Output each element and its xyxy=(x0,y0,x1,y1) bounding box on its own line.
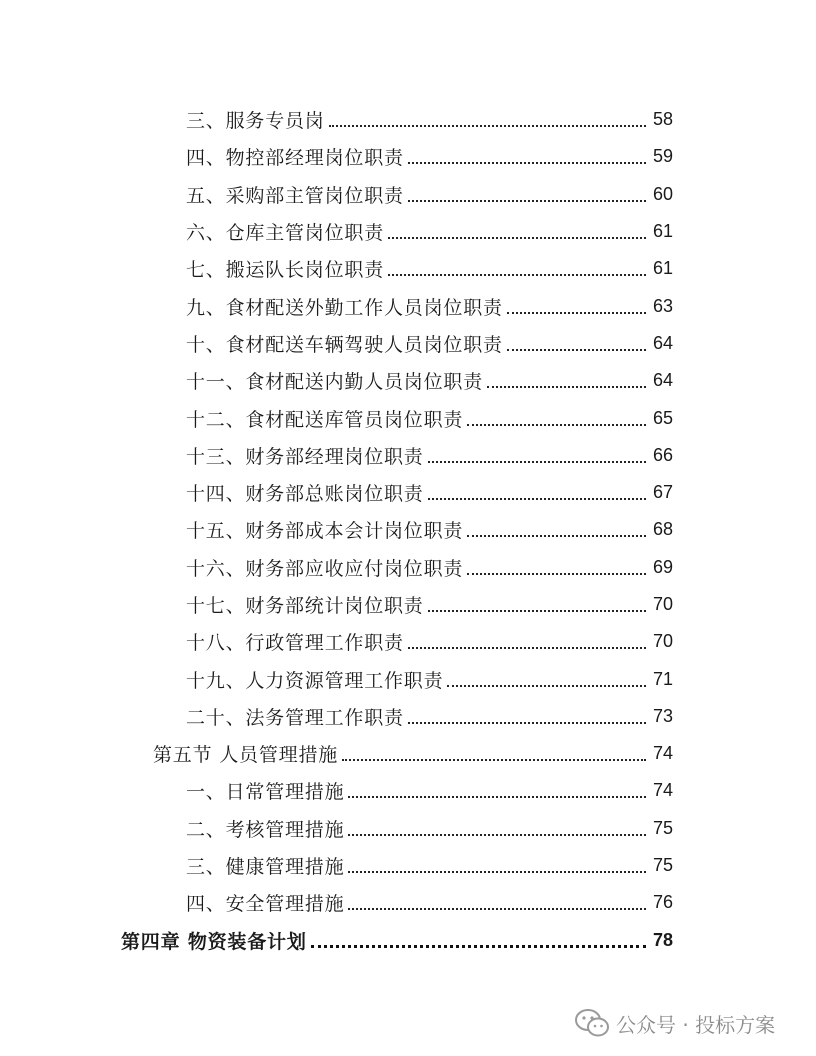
wechat-icon xyxy=(574,1008,610,1038)
toc-entry[interactable] xyxy=(186,399,673,436)
toc-entry-label: 十七、财务部统计岗位职责 xyxy=(186,595,424,617)
dot-leader xyxy=(507,293,646,314)
toc-entry-label: 六、仓库主管岗位职责 xyxy=(186,222,385,245)
toc-entry-page-number: 69 xyxy=(652,556,673,577)
toc-entry[interactable] xyxy=(186,362,673,399)
watermark-text: 公众号 · 投标方案 xyxy=(616,1012,776,1037)
toc-entry[interactable] xyxy=(186,847,673,884)
toc-entry[interactable] xyxy=(186,101,673,138)
dot-leader xyxy=(467,516,646,537)
toc-entry-label: 四、安全管理措施 xyxy=(186,893,345,916)
toc-entry[interactable] xyxy=(186,549,673,586)
toc-entry[interactable] xyxy=(186,698,673,735)
toc-entry-label: 第五节 人员管理措施 xyxy=(153,744,339,767)
toc-entry-label: 一、日常管理措施 xyxy=(186,781,345,804)
dot-leader xyxy=(507,330,646,351)
toc-entry[interactable] xyxy=(186,623,673,660)
toc-entry-page-number: 75 xyxy=(652,817,673,838)
toc-entry-page-number: 70 xyxy=(652,594,673,614)
toc-entry-page-number: 74 xyxy=(652,743,673,764)
toc-entry-page-number: 63 xyxy=(652,295,673,316)
toc-entry-label: 十九、人力资源管理工作职责 xyxy=(186,669,444,692)
table-of-contents xyxy=(0,101,816,959)
toc-entry[interactable] xyxy=(186,250,673,287)
toc-entry-page-number: 61 xyxy=(652,258,673,279)
dot-leader xyxy=(348,777,646,798)
toc-entry-label: 二、考核管理措施 xyxy=(186,818,345,841)
toc-entry[interactable] xyxy=(186,772,673,809)
dot-leader xyxy=(348,889,646,910)
watermark xyxy=(574,1008,775,1038)
toc-entry-page-number: 64 xyxy=(652,332,673,353)
toc-entry-page-number: 66 xyxy=(652,444,673,465)
dot-leader xyxy=(428,479,646,500)
toc-entry-page-number: 75 xyxy=(652,855,673,876)
toc-entry[interactable] xyxy=(186,176,673,213)
toc-entry[interactable] xyxy=(186,138,673,175)
toc-entry-label: 三、服务专员岗 xyxy=(186,110,325,133)
toc-entry[interactable] xyxy=(186,287,673,324)
toc-entry[interactable] xyxy=(121,922,673,959)
toc-entry-label: 二十、法务管理工作职责 xyxy=(186,706,404,729)
dot-leader xyxy=(329,106,646,127)
toc-entry-page-number: 60 xyxy=(652,183,673,204)
dot-leader xyxy=(388,218,646,239)
toc-entry-page-number: 71 xyxy=(652,668,673,689)
toc-entry-page-number: 59 xyxy=(652,146,673,167)
toc-entry-label: 十五、财务部成本会计岗位职责 xyxy=(186,520,464,543)
dot-leader xyxy=(467,405,646,426)
toc-entry-page-number: 68 xyxy=(652,519,673,540)
toc-entry-page-number: 70 xyxy=(652,631,673,652)
dot-leader xyxy=(348,852,646,873)
toc-entry-page-number: 65 xyxy=(652,407,673,428)
dot-leader xyxy=(467,554,646,575)
dot-leader xyxy=(428,591,646,612)
dot-leader xyxy=(388,255,646,276)
toc-entry-page-number: 61 xyxy=(652,221,673,242)
toc-entry[interactable] xyxy=(186,511,673,548)
toc-entry-label: 十六、财务部应收应付岗位职责 xyxy=(186,557,464,580)
dot-leader xyxy=(348,815,646,836)
dot-leader xyxy=(342,740,646,761)
toc-entry-page-number: 74 xyxy=(652,780,673,801)
toc-entry-page-number: 78 xyxy=(652,929,673,950)
toc-entry-label: 十四、财务部总账岗位职责 xyxy=(186,483,424,506)
toc-entry[interactable] xyxy=(186,586,673,623)
toc-entry-label: 三、健康管理措施 xyxy=(186,856,345,879)
dot-leader xyxy=(428,442,646,463)
toc-entry-label: 十八、行政管理工作职责 xyxy=(186,632,404,655)
toc-entry-page-number: 58 xyxy=(652,109,673,130)
toc-entry-page-number: 67 xyxy=(652,482,673,503)
toc-entry-label: 十三、财务部经理岗位职责 xyxy=(186,445,424,468)
toc-entry-page-number: 64 xyxy=(652,370,673,391)
toc-entry[interactable] xyxy=(153,735,673,772)
dot-leader xyxy=(487,367,646,388)
dot-leader xyxy=(311,926,646,948)
dot-leader xyxy=(447,666,646,687)
toc-entry-page-number: 73 xyxy=(652,705,673,726)
toc-entry-label: 十一、食材配送内勤人员岗位职责 xyxy=(186,371,484,394)
toc-entry[interactable] xyxy=(186,213,673,250)
toc-entry-label: 四、物控部经理岗位职责 xyxy=(186,147,404,170)
toc-entry-label: 第四章 物资装备计划 xyxy=(121,930,307,953)
toc-entry[interactable] xyxy=(186,810,673,847)
toc-entry-label: 十二、食材配送库管员岗位职责 xyxy=(186,408,464,431)
toc-entry[interactable] xyxy=(186,325,673,362)
dot-leader xyxy=(408,703,646,724)
dot-leader xyxy=(408,181,646,202)
toc-entry[interactable] xyxy=(186,474,673,511)
toc-entry-label: 七、搬运队长岗位职责 xyxy=(186,259,385,282)
toc-entry-page-number: 76 xyxy=(652,892,673,913)
toc-entry[interactable] xyxy=(186,884,673,921)
toc-entry[interactable] xyxy=(186,437,673,474)
toc-entry-label: 五、采购部主管岗位职责 xyxy=(186,184,404,207)
toc-entry-label: 十、食材配送车辆驾驶人员岗位职责 xyxy=(186,333,503,356)
dot-leader xyxy=(408,628,646,649)
toc-entry-label: 九、食材配送外勤工作人员岗位职责 xyxy=(186,296,503,319)
toc-entry[interactable] xyxy=(186,660,673,697)
dot-leader xyxy=(408,143,646,164)
